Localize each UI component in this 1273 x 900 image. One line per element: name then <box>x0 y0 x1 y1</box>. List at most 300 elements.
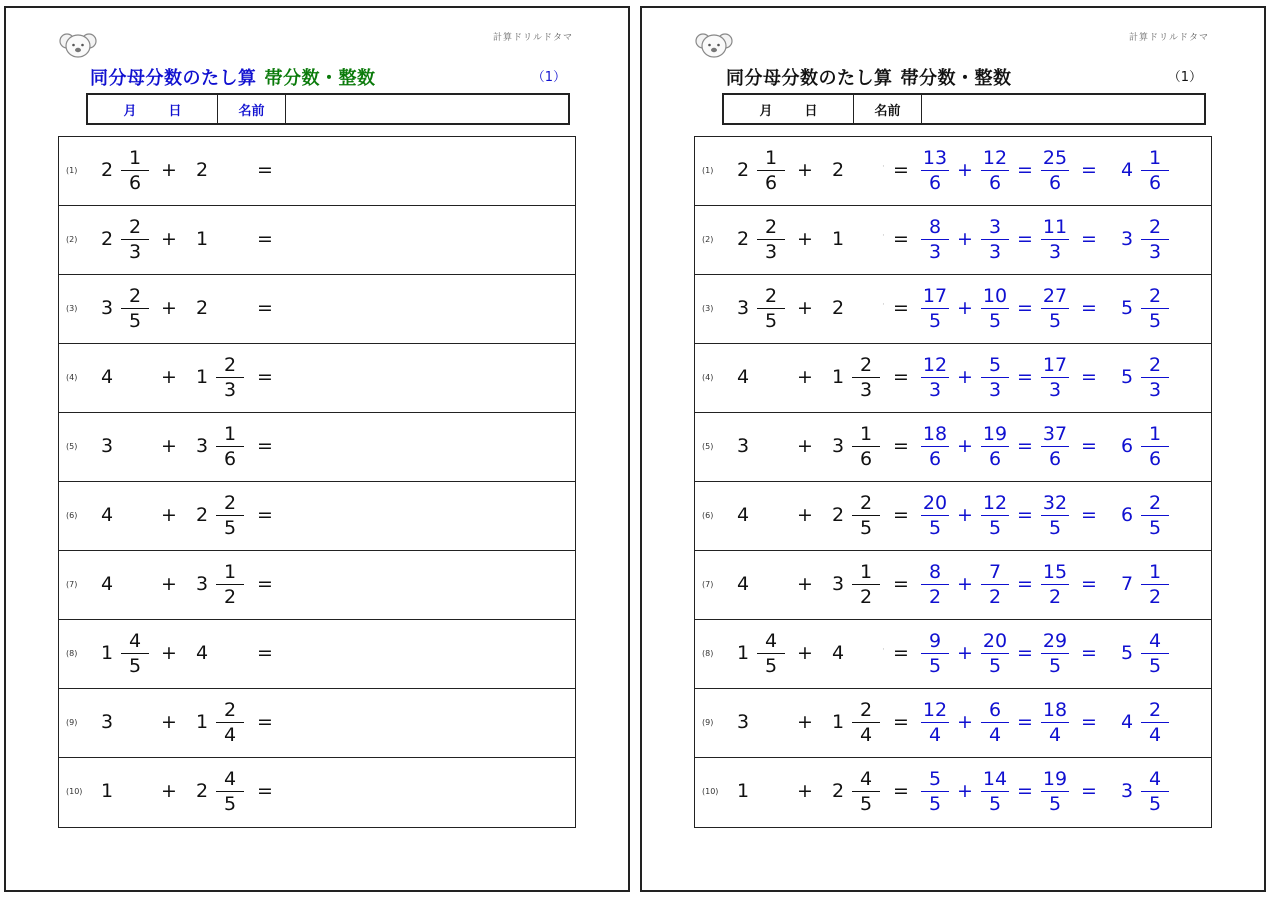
answer-equals-sign: = <box>1017 435 1033 457</box>
problem-number: (2) <box>702 235 714 244</box>
answer-equals-sign: = <box>1017 711 1033 733</box>
answer-plus-sign: + <box>957 711 973 733</box>
plus-sign: + <box>797 573 813 595</box>
problem-number: (3) <box>66 304 78 313</box>
b-whole: 2 <box>196 297 209 319</box>
a-whole: 1 <box>737 642 750 664</box>
improper-a-denominator: 5 <box>921 791 949 816</box>
problem-number: (5) <box>702 442 714 451</box>
a-whole: 4 <box>737 366 750 388</box>
answer-equals-sign: = <box>1017 228 1033 250</box>
a-whole: 3 <box>737 711 750 733</box>
result-whole: 4 <box>1121 711 1134 733</box>
answer-equals-sign: = <box>1081 435 1097 457</box>
b-numerator: 2 <box>859 492 873 514</box>
problem-row <box>59 620 575 689</box>
improper-b <box>981 560 1009 609</box>
problem-number: (2) <box>66 235 78 244</box>
improper-a-numerator: 12 <box>922 699 948 721</box>
a-denominator: 3 <box>757 239 785 264</box>
improper-b-denominator: 3 <box>981 239 1009 264</box>
improper-b-numerator: 19 <box>982 423 1008 445</box>
result-fraction <box>1141 560 1169 609</box>
a-denominator: 5 <box>757 653 785 678</box>
result-fraction <box>1141 629 1169 678</box>
equals-sign: = <box>893 504 909 526</box>
problem-number: (8) <box>66 649 78 658</box>
improper-b <box>981 422 1009 471</box>
date-cell[interactable] <box>88 95 218 123</box>
sum-numerator: 19 <box>1042 768 1068 790</box>
answer-equals-sign: = <box>1081 711 1097 733</box>
plus-sign: + <box>797 711 813 733</box>
b-fraction <box>216 560 244 609</box>
b-whole: 4 <box>832 642 845 664</box>
problem-row <box>59 758 575 827</box>
b-numerator: 1 <box>223 423 237 445</box>
improper-a <box>921 629 949 678</box>
a-denominator: 3 <box>121 239 149 264</box>
improper-b-denominator: 5 <box>981 791 1009 816</box>
a-fraction <box>757 146 785 195</box>
sheet-number: （1） <box>531 70 566 85</box>
equals-sign: = <box>893 780 909 802</box>
month-label: 月 <box>123 103 137 119</box>
b-fraction <box>852 698 880 747</box>
b-denominator: 5 <box>216 791 244 816</box>
a-fraction <box>121 284 149 333</box>
result-numerator: 2 <box>1148 216 1162 238</box>
answer-plus-sign: + <box>957 228 973 250</box>
b-fraction <box>852 491 880 540</box>
a-fraction <box>757 284 785 333</box>
answer-equals-sign: = <box>1017 780 1033 802</box>
page-title <box>90 64 376 90</box>
result-whole: 5 <box>1121 642 1134 664</box>
sum-numerator: 29 <box>1042 630 1068 652</box>
improper-a-numerator: 9 <box>928 630 942 652</box>
plus-sign: + <box>161 780 177 802</box>
problem-number: (4) <box>66 373 78 382</box>
answer-plus-sign: + <box>957 780 973 802</box>
a-whole: 2 <box>737 159 750 181</box>
b-whole: 3 <box>832 573 845 595</box>
result-whole: 3 <box>1121 228 1134 250</box>
plus-sign: + <box>161 642 177 664</box>
date-cell[interactable] <box>724 95 854 123</box>
name-field[interactable] <box>922 95 1204 123</box>
b-numerator: 2 <box>859 354 873 376</box>
sum-numerator: 37 <box>1042 423 1068 445</box>
plus-sign: + <box>161 573 177 595</box>
improper-a-numerator: 18 <box>922 423 948 445</box>
b-denominator: 5 <box>852 791 880 816</box>
result-numerator: 2 <box>1148 285 1162 307</box>
equals-sign: = <box>893 297 909 319</box>
plus-sign: + <box>161 711 177 733</box>
b-whole: 2 <box>832 159 845 181</box>
improper-b-denominator: 3 <box>981 377 1009 402</box>
improper-b-numerator: 12 <box>982 492 1008 514</box>
improper-sum <box>1041 146 1069 195</box>
problem-row <box>59 344 575 413</box>
result-fraction <box>1141 284 1169 333</box>
improper-a-denominator: 6 <box>921 170 949 195</box>
b-denominator: 5 <box>852 515 880 540</box>
a-denominator: 6 <box>121 170 149 195</box>
sum-denominator: 6 <box>1041 170 1069 195</box>
sum-denominator: 6 <box>1041 446 1069 471</box>
improper-b-denominator: 6 <box>981 170 1009 195</box>
b-numerator: 1 <box>859 423 873 445</box>
b-numerator: 4 <box>859 768 873 790</box>
answer-equals-sign: = <box>1081 366 1097 388</box>
problem-number: (9) <box>66 718 78 727</box>
b-fraction <box>216 698 244 747</box>
plus-sign: + <box>797 366 813 388</box>
a-whole: 3 <box>101 711 114 733</box>
koala-logo-icon <box>58 30 98 64</box>
sum-denominator: 3 <box>1041 239 1069 264</box>
improper-b-numerator: 5 <box>988 354 1002 376</box>
sum-numerator: 27 <box>1042 285 1068 307</box>
equals-sign: = <box>893 159 909 181</box>
b-numerator: 4 <box>223 768 237 790</box>
improper-a-denominator: 2 <box>921 584 949 609</box>
improper-a-denominator: 3 <box>921 377 949 402</box>
b-fraction <box>852 422 880 471</box>
b-whole: 1 <box>832 366 845 388</box>
result-whole: 5 <box>1121 366 1134 388</box>
plus-sign: + <box>797 504 813 526</box>
name-label: 名前 <box>218 95 286 123</box>
brand-label: 計算ドリルドタマ <box>492 33 573 43</box>
b-denominator: 6 <box>216 446 244 471</box>
a-fraction <box>757 215 785 264</box>
equals-sign: = <box>257 297 273 319</box>
result-whole: 7 <box>1121 573 1134 595</box>
improper-b-denominator: 2 <box>981 584 1009 609</box>
result-fraction <box>1141 146 1169 195</box>
improper-a <box>921 215 949 264</box>
improper-b-numerator: 7 <box>988 561 1002 583</box>
a-whole: 4 <box>101 573 114 595</box>
a-whole: 2 <box>101 159 114 181</box>
equals-sign: = <box>257 573 273 595</box>
sum-numerator: 15 <box>1042 561 1068 583</box>
day-label: 日 <box>804 103 818 119</box>
result-whole: 4 <box>1121 159 1134 181</box>
answer-row <box>695 137 1211 206</box>
equals-sign: = <box>893 642 909 664</box>
sum-denominator: 5 <box>1041 653 1069 678</box>
b-numerator: 1 <box>859 561 873 583</box>
improper-sum <box>1041 353 1069 402</box>
answer-row <box>695 758 1211 827</box>
result-numerator: 2 <box>1148 492 1162 514</box>
improper-a-denominator: 6 <box>921 446 949 471</box>
improper-b-numerator: 20 <box>982 630 1008 652</box>
b-whole: 1 <box>832 228 845 250</box>
result-denominator: 5 <box>1141 653 1169 678</box>
name-field[interactable] <box>286 95 568 123</box>
b-denominator: 3 <box>216 377 244 402</box>
a-whole: 2 <box>737 228 750 250</box>
improper-b <box>981 698 1009 747</box>
improper-a <box>921 767 949 816</box>
improper-b-numerator: 12 <box>982 147 1008 169</box>
improper-b-denominator: 5 <box>981 308 1009 333</box>
problem-number: (1) <box>66 166 78 175</box>
improper-b-numerator: 3 <box>988 216 1002 238</box>
sum-numerator: 18 <box>1042 699 1068 721</box>
result-numerator: 4 <box>1148 768 1162 790</box>
equals-sign: = <box>257 780 273 802</box>
problem-row <box>59 206 575 275</box>
title-sub: 帯分数・整数 <box>900 68 1012 89</box>
b-denominator: 4 <box>216 722 244 747</box>
a-numerator: 2 <box>764 285 778 307</box>
problem-row <box>59 689 575 758</box>
b-fraction <box>216 491 244 540</box>
b-whole: 1 <box>196 366 209 388</box>
equals-sign: = <box>257 504 273 526</box>
a-numerator: 4 <box>128 630 142 652</box>
result-denominator: 3 <box>1141 377 1169 402</box>
improper-a <box>921 491 949 540</box>
answer-plus-sign: + <box>957 297 973 319</box>
b-whole: 2 <box>196 504 209 526</box>
result-denominator: 5 <box>1141 791 1169 816</box>
problem-row <box>59 137 575 206</box>
result-numerator: 1 <box>1148 561 1162 583</box>
answer-equals-sign: = <box>1017 159 1033 181</box>
b-numerator: 2 <box>223 354 237 376</box>
answer-row <box>695 689 1211 758</box>
result-numerator: 2 <box>1148 699 1162 721</box>
improper-a <box>921 422 949 471</box>
answer-row <box>695 620 1211 689</box>
plus-sign: + <box>161 228 177 250</box>
improper-a-numerator: 8 <box>928 216 942 238</box>
b-whole: 3 <box>196 573 209 595</box>
answer-equals-sign: = <box>1081 228 1097 250</box>
a-fraction <box>121 629 149 678</box>
improper-sum <box>1041 215 1069 264</box>
problem-number: (7) <box>702 580 714 589</box>
a-numerator: 1 <box>128 147 142 169</box>
b-denominator: 3 <box>852 377 880 402</box>
improper-a <box>921 560 949 609</box>
equals-sign: = <box>257 366 273 388</box>
a-numerator: 1 <box>764 147 778 169</box>
date-name-header <box>722 93 1206 125</box>
improper-b-denominator: 4 <box>981 722 1009 747</box>
improper-b <box>981 353 1009 402</box>
equals-sign: = <box>893 366 909 388</box>
sum-numerator: 11 <box>1042 216 1068 238</box>
improper-sum <box>1041 422 1069 471</box>
a-whole: 4 <box>101 504 114 526</box>
date-name-header <box>86 93 570 125</box>
improper-sum <box>1041 491 1069 540</box>
improper-sum <box>1041 767 1069 816</box>
plus-sign: + <box>161 504 177 526</box>
improper-a-numerator: 13 <box>922 147 948 169</box>
plus-sign: + <box>161 435 177 457</box>
b-fraction <box>852 560 880 609</box>
b-fraction <box>216 767 244 816</box>
a-whole: 1 <box>101 642 114 664</box>
name-label: 名前 <box>854 95 922 123</box>
improper-sum <box>1041 560 1069 609</box>
plus-sign: + <box>797 228 813 250</box>
improper-a-denominator: 5 <box>921 308 949 333</box>
answer-row <box>695 413 1211 482</box>
equals-sign: = <box>893 573 909 595</box>
improper-b-denominator: 5 <box>981 653 1009 678</box>
result-numerator: 1 <box>1148 423 1162 445</box>
plus-sign: + <box>797 159 813 181</box>
equals-sign: = <box>257 435 273 457</box>
separator-dot: · <box>882 645 885 655</box>
answer-plus-sign: + <box>957 642 973 664</box>
improper-a-numerator: 12 <box>922 354 948 376</box>
a-fraction <box>121 146 149 195</box>
answer-equals-sign: = <box>1017 642 1033 664</box>
result-denominator: 6 <box>1141 446 1169 471</box>
plus-sign: + <box>161 366 177 388</box>
b-whole: 2 <box>832 297 845 319</box>
improper-a-numerator: 5 <box>928 768 942 790</box>
result-denominator: 5 <box>1141 308 1169 333</box>
equals-sign: = <box>893 228 909 250</box>
improper-b <box>981 284 1009 333</box>
separator-dot: · <box>882 300 885 310</box>
a-whole: 3 <box>737 297 750 319</box>
b-numerator: 1 <box>223 561 237 583</box>
answer-equals-sign: = <box>1081 504 1097 526</box>
b-whole: 2 <box>196 159 209 181</box>
improper-a <box>921 146 949 195</box>
result-numerator: 2 <box>1148 354 1162 376</box>
title-main: 同分母分数のたし算 <box>90 68 257 89</box>
plus-sign: + <box>797 435 813 457</box>
b-whole: 3 <box>832 435 845 457</box>
a-whole: 3 <box>101 435 114 457</box>
plus-sign: + <box>797 642 813 664</box>
a-numerator: 2 <box>128 216 142 238</box>
b-denominator: 2 <box>852 584 880 609</box>
problem-row <box>59 551 575 620</box>
equals-sign: = <box>257 228 273 250</box>
equals-sign: = <box>257 642 273 664</box>
improper-b <box>981 491 1009 540</box>
b-whole: 1 <box>196 711 209 733</box>
improper-a <box>921 353 949 402</box>
plus-sign: + <box>797 780 813 802</box>
result-fraction <box>1141 215 1169 264</box>
answer-row <box>695 275 1211 344</box>
equals-sign: = <box>893 435 909 457</box>
answer-plus-sign: + <box>957 435 973 457</box>
result-fraction <box>1141 422 1169 471</box>
result-denominator: 5 <box>1141 515 1169 540</box>
result-denominator: 2 <box>1141 584 1169 609</box>
a-numerator: 2 <box>128 285 142 307</box>
a-numerator: 4 <box>764 630 778 652</box>
problem-row <box>59 482 575 551</box>
b-whole: 3 <box>196 435 209 457</box>
improper-a-denominator: 4 <box>921 722 949 747</box>
result-fraction <box>1141 767 1169 816</box>
b-whole: 2 <box>832 780 845 802</box>
a-whole: 3 <box>101 297 114 319</box>
equals-sign: = <box>893 711 909 733</box>
b-fraction <box>852 353 880 402</box>
separator-dot: · <box>882 231 885 241</box>
improper-a-denominator: 5 <box>921 653 949 678</box>
plus-sign: + <box>161 297 177 319</box>
sum-denominator: 3 <box>1041 377 1069 402</box>
sum-denominator: 5 <box>1041 308 1069 333</box>
improper-b <box>981 629 1009 678</box>
answer-equals-sign: = <box>1081 573 1097 595</box>
b-numerator: 2 <box>223 492 237 514</box>
answer-row <box>695 206 1211 275</box>
problem-list <box>58 136 576 828</box>
answer-equals-sign: = <box>1017 573 1033 595</box>
problem-number: (9) <box>702 718 714 727</box>
improper-a-denominator: 5 <box>921 515 949 540</box>
sum-denominator: 5 <box>1041 791 1069 816</box>
problem-number: (6) <box>66 511 78 520</box>
page-title <box>726 64 1012 90</box>
answer-row <box>695 551 1211 620</box>
improper-a-numerator: 20 <box>922 492 948 514</box>
improper-b <box>981 215 1009 264</box>
month-label: 月 <box>759 103 773 119</box>
answer-plus-sign: + <box>957 573 973 595</box>
separator-dot: · <box>882 162 885 172</box>
problem-number: (8) <box>702 649 714 658</box>
b-whole: 2 <box>832 504 845 526</box>
answer-equals-sign: = <box>1081 297 1097 319</box>
answer-plus-sign: + <box>957 366 973 388</box>
a-whole: 2 <box>101 228 114 250</box>
improper-sum <box>1041 698 1069 747</box>
answer-equals-sign: = <box>1081 642 1097 664</box>
a-whole: 4 <box>101 366 114 388</box>
a-denominator: 5 <box>121 653 149 678</box>
sum-numerator: 32 <box>1042 492 1068 514</box>
result-denominator: 4 <box>1141 722 1169 747</box>
b-denominator: 5 <box>216 515 244 540</box>
b-whole: 1 <box>832 711 845 733</box>
a-denominator: 6 <box>757 170 785 195</box>
b-denominator: 4 <box>852 722 880 747</box>
improper-b-denominator: 6 <box>981 446 1009 471</box>
title-sub: 帯分数・整数 <box>264 68 376 89</box>
b-fraction <box>852 767 880 816</box>
equals-sign: = <box>257 159 273 181</box>
a-whole: 4 <box>737 504 750 526</box>
equals-sign: = <box>257 711 273 733</box>
problem-number: (6) <box>702 511 714 520</box>
answer-equals-sign: = <box>1081 159 1097 181</box>
plus-sign: + <box>797 297 813 319</box>
answer-list <box>694 136 1212 828</box>
